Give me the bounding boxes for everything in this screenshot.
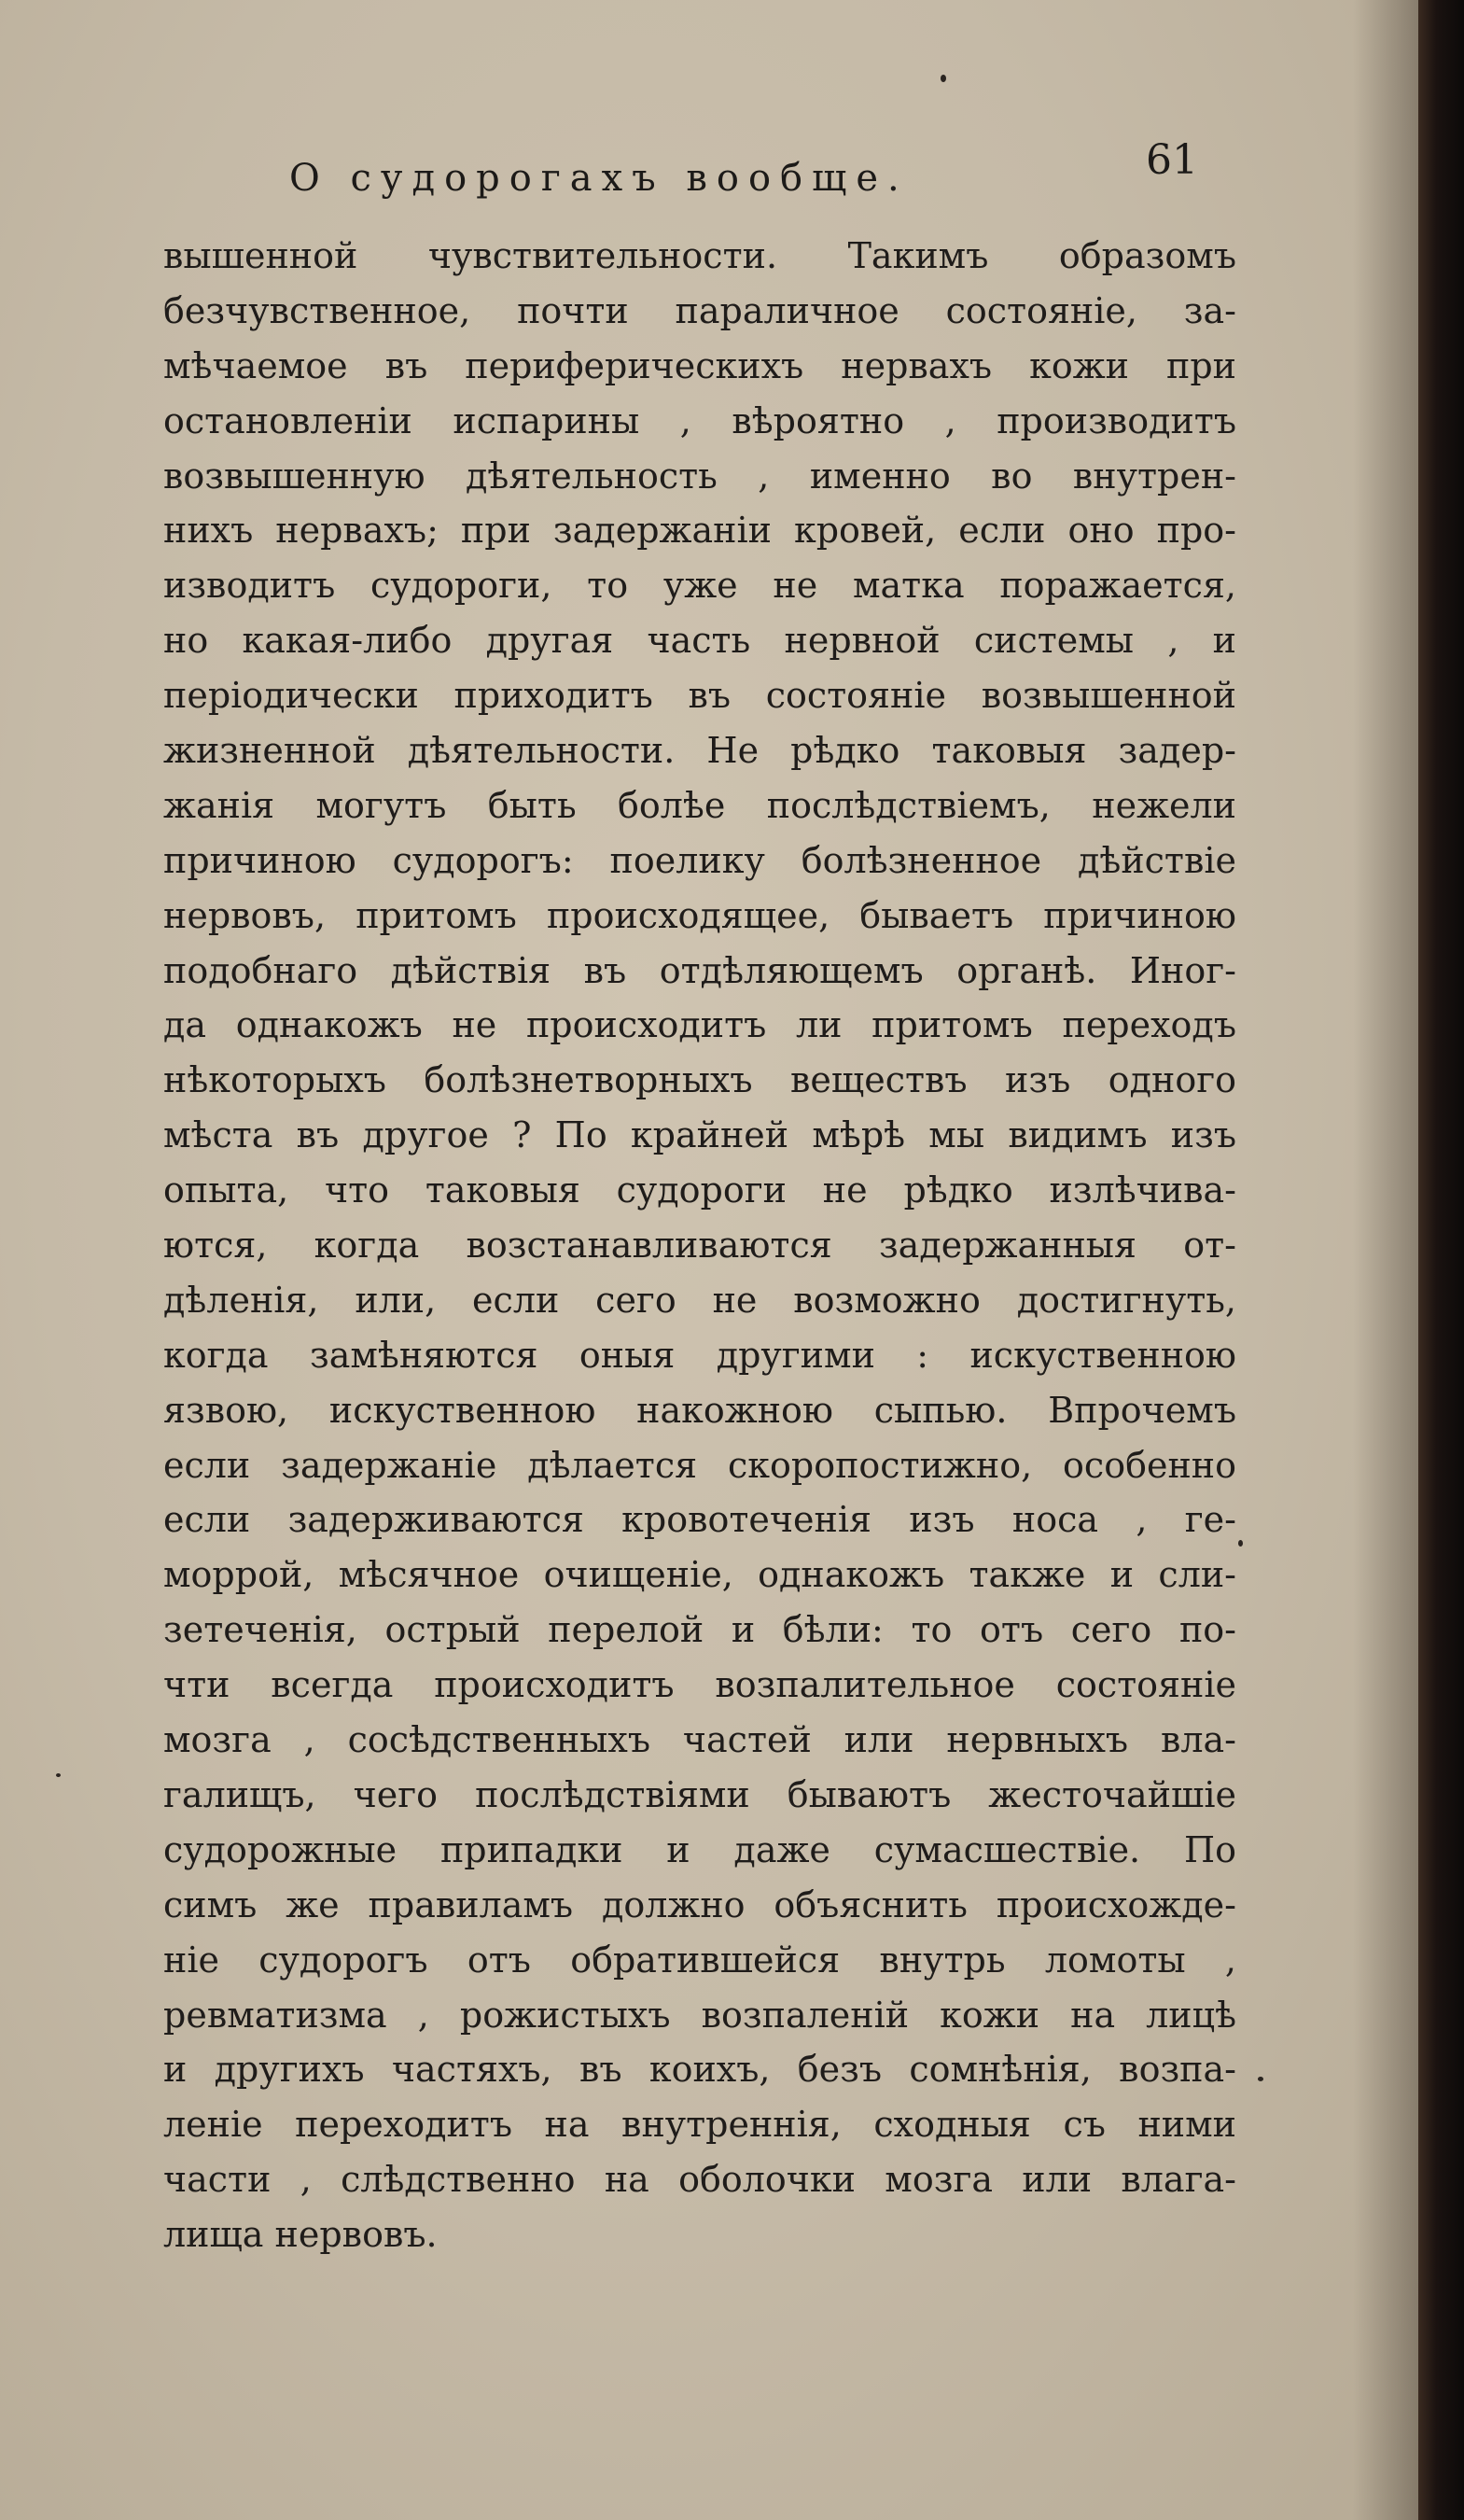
- text-line: мозга , сосѣдственныхъ частей или нервныхъ влa-: [163, 1719, 1236, 1761]
- text-line-last: лища нервовъ.: [163, 2214, 438, 2256]
- text-line: чти всегда происходитъ возпалительное состояніе: [163, 1664, 1236, 1706]
- text-line: остановленіи испарины , вѣроятно , производитъ: [163, 399, 1236, 441]
- text-line: ніе судорогъ отъ обратившейся внутрь ломоты ,: [163, 1939, 1236, 1981]
- text-line: симъ же правиламъ должно объяснить происхожде-: [163, 1883, 1236, 1925]
- running-head: О судорогахъ вообще.: [289, 157, 909, 200]
- text-line: дѣленія, или, если сего не возможно достигнуть,: [163, 1279, 1236, 1321]
- text-line: подобнаго дѣйствія въ отдѣляющемъ органѣ. Иног-: [163, 949, 1236, 991]
- ink-speck: [56, 1773, 61, 1777]
- book-spine-edge: [1418, 0, 1464, 2520]
- text-line: изводитъ судороги, то уже не матка поражается,: [163, 565, 1236, 607]
- text-line: если задержаніе дѣлается скоропостижно, особенно: [163, 1444, 1236, 1486]
- text-line: причиною судорогъ: поелику болѣзненное дѣйствіе: [163, 839, 1236, 881]
- text-line: мѣчаемое въ периферическихъ нервахъ кожи при: [163, 344, 1236, 386]
- body-text: [163, 229, 1236, 2262]
- text-line: если задерживаются кровотеченія изъ носа , ге-: [163, 1499, 1236, 1541]
- text-line: нѣкоторыхъ болѣзнетворныхъ веществъ изъ одного: [163, 1059, 1236, 1101]
- text-line: нервовъ, притомъ происходящее, бываетъ причиною: [163, 894, 1236, 936]
- text-line: но какая-либо другая часть нервной системы , и: [163, 620, 1236, 662]
- text-line: ются, когда возстанавливаются задержанныя от-: [163, 1225, 1236, 1267]
- text-line: опыта, что таковыя судороги не рѣдко излѣчива-: [163, 1169, 1236, 1211]
- text-line: галищъ, чего послѣдствіями бываютъ жесточайшіе: [163, 1773, 1236, 1815]
- text-line: жизненной дѣятельности. Не рѣдко таковыя задер-: [163, 730, 1236, 772]
- text-line: жанія могутъ быть болѣе послѣдствіемъ, нежели: [163, 784, 1236, 826]
- text-line: нихъ нервахъ; при задержаніи кровей, если оно про-: [163, 510, 1236, 552]
- spine-shadow: [1353, 0, 1418, 2520]
- text-line: да однакожъ не происходитъ ли притомъ переходъ: [163, 1004, 1236, 1046]
- text-line: леніе переходитъ на внутреннія, сходныя съ ними: [163, 2104, 1236, 2146]
- ink-speck: [1258, 2077, 1263, 2081]
- text-line: судорожные припадки и даже сумасшествіе. По: [163, 1828, 1236, 1870]
- text-line: возвышенную дѣятельность , именно во внутрен-: [163, 455, 1236, 497]
- text-line: моррой, мѣсячное очищеніе, однакожъ также и сли-: [163, 1554, 1236, 1596]
- text-line: мѣста въ другое ? По крайней мѣрѣ мы видимъ изъ: [163, 1114, 1236, 1156]
- page-number: 61: [1146, 136, 1198, 184]
- text-line: и другихъ частяхъ, въ коихъ, безъ сомнѣнія, возпа-: [163, 2049, 1236, 2091]
- ink-speck: [1238, 1540, 1243, 1547]
- text-line: періодически приходитъ въ состояніе возвышенной: [163, 675, 1236, 717]
- text-line: части , слѣдственно на оболочки мозга или влага-: [163, 2159, 1236, 2201]
- ink-speck: [941, 75, 946, 82]
- text-line: безчувственное, почти параличное состояніе, за-: [163, 289, 1236, 331]
- text-line: зетеченія, острый перелой и бѣли: то отъ сего по-: [163, 1609, 1236, 1651]
- text-line: язвою, искуственною накожною сыпью. Впрочемъ: [163, 1389, 1236, 1431]
- text-line: ревматизма , рожистыхъ возпаленій кожи на лицѣ: [163, 1994, 1236, 2036]
- text-line: вышенной чувствительности. Такимъ образомъ: [163, 235, 1236, 276]
- text-line: когда замѣняются оныя другими : искуственною: [163, 1334, 1236, 1376]
